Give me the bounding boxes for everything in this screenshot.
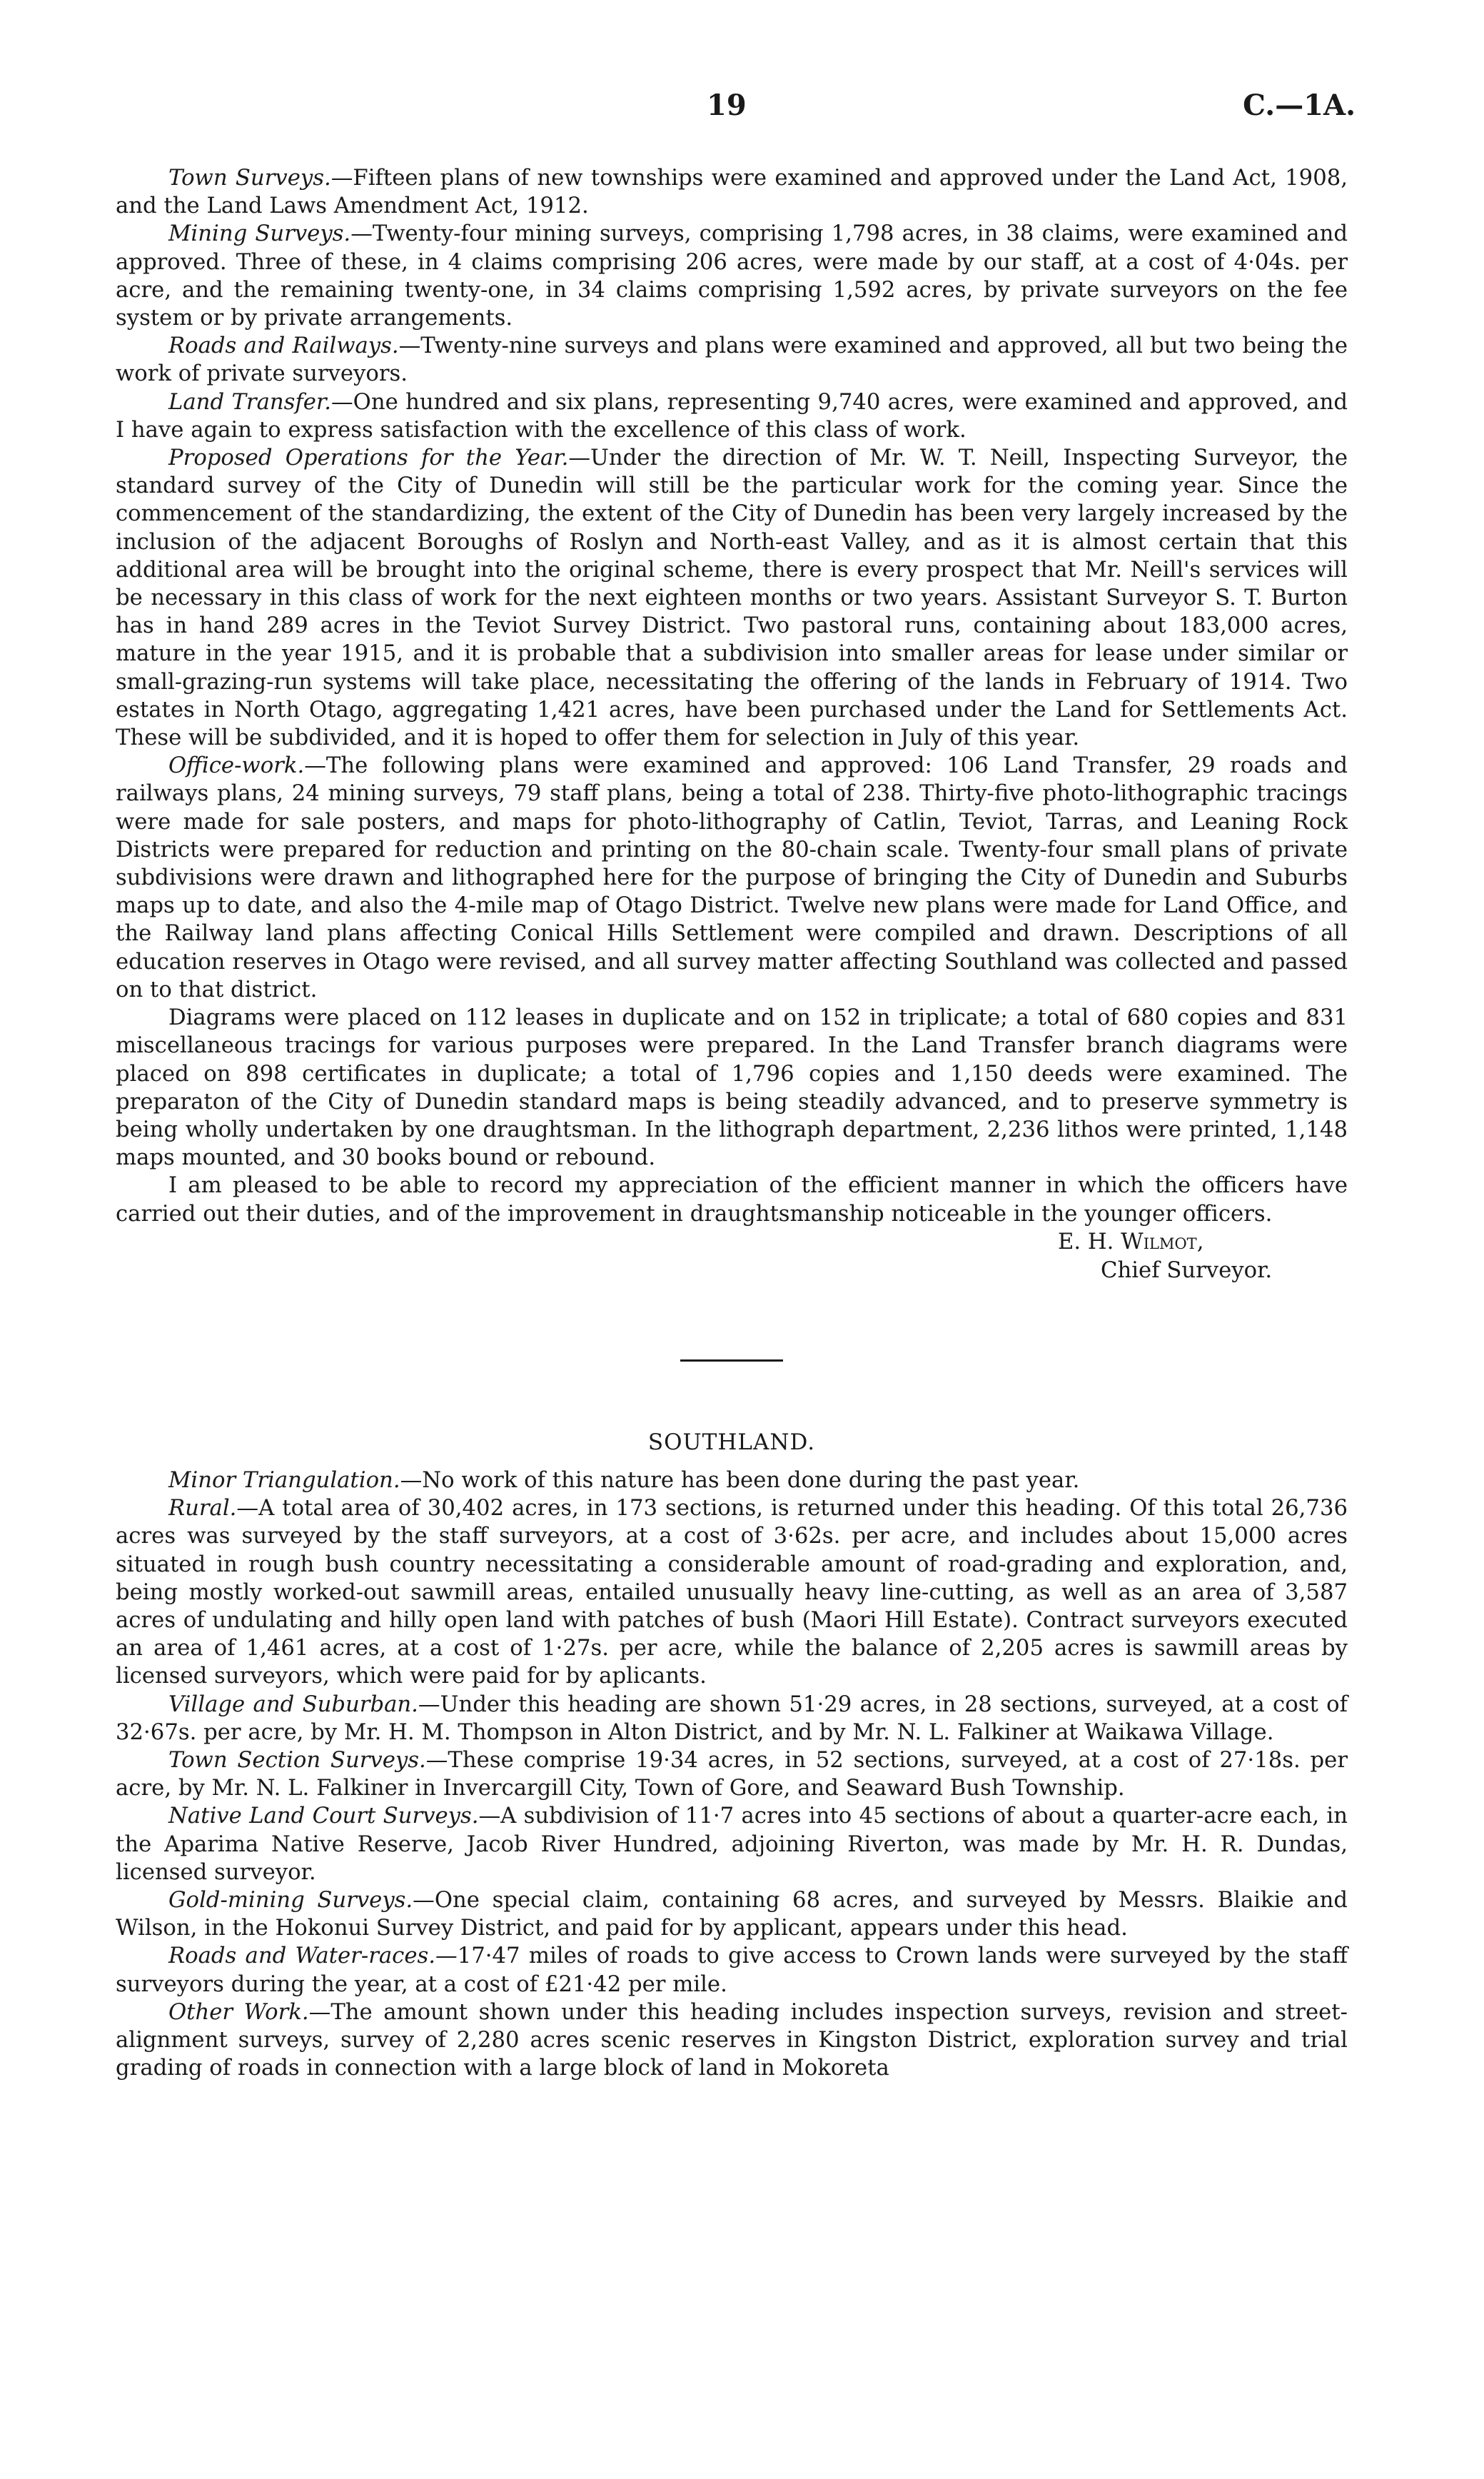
paragraph-heading: Rural. bbox=[168, 1496, 237, 1522]
paragraph-text: —Twenty-nine surveys and plans were examined and approved, all but two being the work of private surveyors. bbox=[116, 333, 1348, 387]
section-divider bbox=[680, 1359, 783, 1362]
paragraph-heading: Proposed Operations for the Year. bbox=[168, 446, 569, 471]
page-number: 19 bbox=[707, 89, 747, 122]
paragraph-heading: Roads and Railways. bbox=[168, 333, 399, 359]
otago-section bbox=[116, 164, 1348, 1228]
paragraph-text: —No work of this nature has been done during the past year. bbox=[400, 1467, 1080, 1493]
paragraph-mining-surveys bbox=[116, 220, 1348, 332]
paragraph-town-surveys bbox=[116, 164, 1348, 220]
paragraph-heading: Land Transfer. bbox=[168, 389, 331, 415]
paragraph-heading: Native Land Court Surveys. bbox=[168, 1804, 479, 1829]
signatory-title: Chief Surveyor. bbox=[1101, 1257, 1273, 1283]
paragraph-appreciation bbox=[116, 1172, 1348, 1227]
paragraph-text: —A subdivision of 11·7 acres into 45 sections of about a quarter-acre each, in the Aparima Native Reserve, Jacob River Hundred, adjoining Riverton, was made by Mr. H. R. Dundas, licensed surveyor. bbox=[116, 1804, 1348, 1885]
paragraph-heading: Gold-mining Surveys. bbox=[168, 1887, 413, 1913]
paragraph-heading: Mining Surveys. bbox=[168, 221, 351, 247]
paragraph-other-work bbox=[116, 1998, 1348, 2083]
paragraph-text: —A total area of 30,402 acres, in 173 sections, is returned under this heading. Of this total 26,736 acres was surveyed by the staff surveyors, at a cost of 3·62s. per acre, and includes about 15,000 acres situated in rough bush country necessitating a considerable amount of road-grading and exploration, and, being mostly worked-out sawmill areas, entailed unusually heavy line-cutting, as well as an area of 3,587 acres of undulating and hilly open land with patches of bush (Maori Hill Estate). Contract surveyors executed an area of 1,461 acres, at a cost of 1·27s. per acre, while the balance of 2,205 acres is sawmill areas by licensed surveyors, which were paid for by aplicants. bbox=[116, 1496, 1348, 1689]
paragraph-text: —Under the direction of Mr. W. T. Neill, Inspecting Surveyor, the standard survey of the City of Dunedin will still be the particular work for the coming year. Since the commencement of the standardizing, the extent of the City of Dunedin has been very largely increased by the inclusion of the adjacent Boroughs of Roslyn and North-east Valley, and as it is almost certain that this additional area will be brought into the original scheme, there is every prospect that Mr. Neill's services will be necessary in this class of work for the next eighteen months or two years. Assistant Surveyor S. T. Burton has in hand 289 acres in the Teviot Survey District. Two pastoral runs, containing about 183,000 acres, mature in the year 1915, and it is probable that a subdivision into smaller areas for lease under similar or small-grazing-run systems will take place, necessitating the offering of the lands in February of 1914. Two estates in North Otago, aggregating 1,421 acres, have been purchased under the Land for Settlements Act. These will be subdivided, and it is hoped to offer them for selection in July of this year. bbox=[116, 446, 1348, 751]
paragraph-text: —Twenty-four mining surveys, comprising 1,798 acres, in 38 claims, were examined and approved. Three of these, in 4 claims comprising 206 acres, were made by our staff, at a cost of 4·04s. per acre, and the remaining twenty-one, in 34 claims comprising 1,592 acres, by private surveyors on the fee system or by private arrangements. bbox=[116, 221, 1348, 331]
paragraph-text: —Fifteen plans of new townships were examined and approved under the Land Act, 1908, and the Land Laws Amendment Act, 1912. bbox=[116, 166, 1348, 219]
paragraph-heading: Village and Suburban. bbox=[168, 1691, 418, 1717]
paragraph-roads-and-railways bbox=[116, 332, 1348, 388]
signature-block bbox=[1015, 1228, 1348, 1285]
paragraph-native-land-court-surveys bbox=[116, 1802, 1348, 1886]
text-column bbox=[116, 164, 1348, 2082]
section-title-southland: SOUTHLAND. bbox=[647, 1429, 816, 1455]
paragraph-town-section-surveys bbox=[116, 1746, 1348, 1802]
paragraph-text: —The amount shown under this heading includes inspection surveys, revision and street-alignment surveys, survey of 2,280 acres scenic reserves in Kingston District, exploration survey and trial grading of roads in connection with a large block of land in Mokoreta bbox=[116, 1999, 1348, 2081]
paragraph-office-work bbox=[116, 752, 1348, 1004]
document-reference: C.—1A. bbox=[1243, 89, 1356, 122]
paragraph-heading: Town Section Surveys. bbox=[168, 1747, 426, 1773]
paragraph-village-and-suburban bbox=[116, 1691, 1348, 1746]
paragraph-text: —The following plans were examined and approved: 106 Land Transfer, 29 roads and railways plans, 24 mining surveys, 79 staff plans, being a total of 238. Thirty-five photo-lithographic tracings were made for sale posters, and maps for photo-lithography of Catlin, Teviot, Tarras, and Leaning Rock Districts were prepared for reduction and printing on the 80-chain scale. Twenty-four small plans of private subdivisions were drawn and lithographed here for the purpose of bringing the City of Dunedin and Suburbs maps up to date, and also the 4-mile map of Otago District. Twelve new plans were made for Land Office, and the Railway land plans affecting Conical Hills Settlement were compiled and drawn. Descriptions of all education reserves in Otago were revised, and all survey matter affecting Southland was collected and passed on to that district. bbox=[116, 753, 1348, 1002]
paragraph-text: I am pleased to be able to record my appreciation of the efficient manner in which the officers have carried out their duties, and of the improvement in draughtsmanship noticeable in the younger officers. bbox=[116, 1173, 1348, 1227]
paragraph-proposed-operations bbox=[116, 444, 1348, 752]
paragraph-land-transfer bbox=[116, 388, 1348, 444]
page-header bbox=[0, 89, 1484, 131]
paragraph-minor-triangulation bbox=[116, 1467, 1348, 1494]
paragraph-rural bbox=[116, 1494, 1348, 1690]
paragraph-heading: Minor Triangulation. bbox=[168, 1467, 400, 1493]
paragraph-text: —One special claim, containing 68 acres, and surveyed by Messrs. Blaikie and Wilson, in the Hokonui Survey District, and paid for by applicant, appears under this head. bbox=[116, 1887, 1348, 1941]
paragraph-text: —One hundred and six plans, representing 9,740 acres, were examined and approved, and I have again to express satisfaction with the excellence of this class of work. bbox=[116, 389, 1348, 443]
paragraph-text: —17·47 miles of roads to give access to Crown lands were surveyed by the staff surveyors during the year, at a cost of £21·42 per mile. bbox=[116, 1944, 1348, 1997]
paragraph-text: Diagrams were placed on 112 leases in duplicate and on 152 in triplicate; a total of 680 copies and 831 miscellaneous tracings for various purposes were prepared. In the Land Transfer branch diagrams were placed on 898 certificates in duplicate; a total of 1,796 copies and 1,150 deeds were examined. The preparaton of the City of Dunedin standard maps is being steadily advanced, and to preserve symmetry is being wholly undertaken by one draughtsman. In the lithograph department, 2,236 lithos were printed, 1,148 maps mounted, and 30 books bound or rebound. bbox=[116, 1005, 1348, 1171]
paragraph-text: —These comprise 19·34 acres, in 52 sections, surveyed, at a cost of 27·18s. per acre, by Mr. N. L. Falkiner in Invercargill City, Town of Gore, and Seaward Bush Township. bbox=[116, 1747, 1348, 1801]
paragraph-gold-mining-surveys bbox=[116, 1886, 1348, 1942]
paragraph-heading: Roads and Water-races. bbox=[168, 1944, 436, 1969]
paragraph-text: —Under this heading are shown 51·29 acres, in 28 sections, surveyed, at a cost of 32·67s. per acre, by Mr. H. M. Thompson in Alton District, and by Mr. N. L. Falkiner at Waikawa Village. bbox=[116, 1691, 1348, 1745]
paragraph-diagrams bbox=[116, 1004, 1348, 1172]
paragraph-heading: Office-work. bbox=[168, 753, 305, 779]
paragraph-heading: Town Surveys. bbox=[168, 166, 331, 191]
southland-section bbox=[116, 1467, 1348, 2082]
paragraph-roads-and-water-races bbox=[116, 1942, 1348, 1998]
signatory-name: E. H. Wilmot, bbox=[1058, 1229, 1204, 1254]
paragraph-heading: Other Work. bbox=[168, 1999, 309, 2025]
